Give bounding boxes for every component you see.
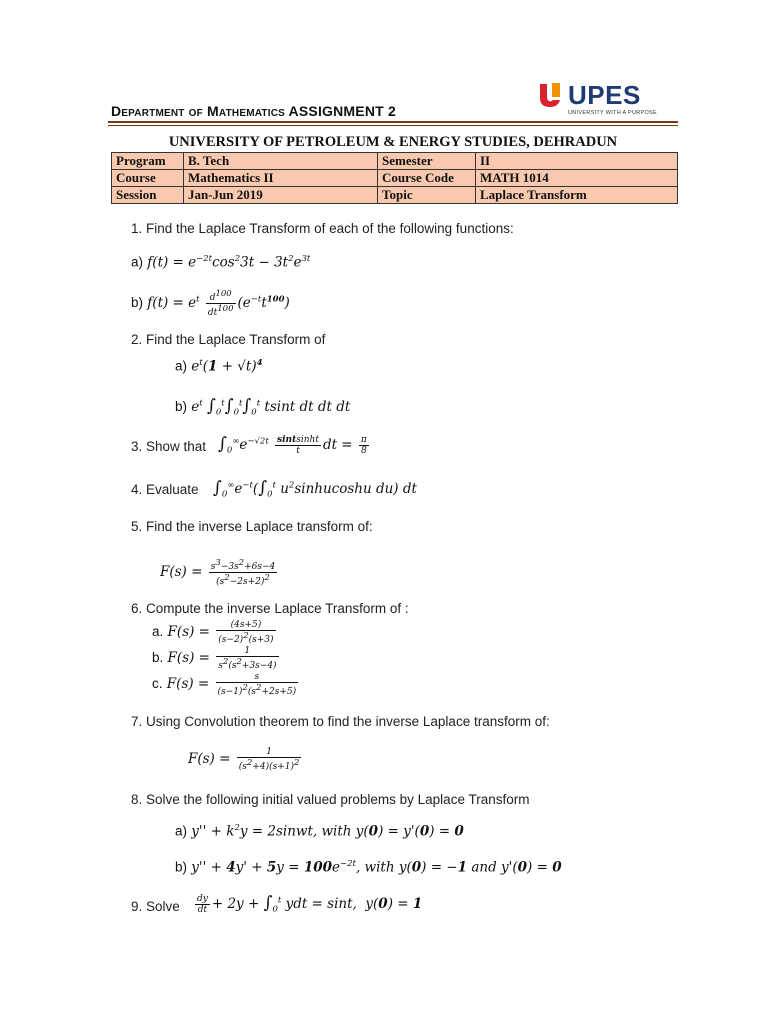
header-rule <box>108 121 678 123</box>
question-9-formula: $\frac{dy}{dt}$ + $2y + \int_0^t$ ydt = sint, y(0) = 1 <box>197 893 423 915</box>
item-label: b. <box>152 650 164 665</box>
table-cell: Semester <box>378 153 476 170</box>
question-7: 7. Using Convolution theorem to find the inverse Laplace transform of: <box>131 714 550 729</box>
question-2a-formula: a) $e^t(1 + √t)^4$ <box>175 358 263 375</box>
question-8: 8. Solve the following initial valued problems by Laplace Transform <box>131 792 530 807</box>
table-cell: MATH 1014 <box>476 170 678 187</box>
logo-tagline: UNIVERSITY WITH A PURPOSE <box>568 110 657 116</box>
table-cell: II <box>476 153 678 170</box>
question-6a-formula: a. F(s) = $\frac{(4s+5)}{(s-2)^2(s+3)}$ <box>152 620 274 645</box>
question-6: 6. Compute the inverse Laplace Transform of : <box>131 601 409 616</box>
university-title: UNIVERSITY OF PETROLEUM & ENERGY STUDIES, DEHRADUN <box>168 134 618 150</box>
question-3-formula: $\int_0^\infty e^{-√2t}$ $\frac{\text{sintsinht}}{t}$ dt = $\frac{\pi}{8}$ <box>218 434 367 456</box>
item-label: c. <box>152 676 163 691</box>
table-cell: Mathematics II <box>184 170 378 187</box>
question-2b-formula: b) $e^t$ $\int_0^t\int_0^t\int_0^t$ tsint dt dt dt <box>175 396 351 418</box>
table-row <box>112 153 678 170</box>
question-4: 4. Evaluate <box>131 482 199 497</box>
item-label: a. <box>152 624 164 639</box>
question-1b-formula: b) $f(t) = e^t$ $\frac{d^{100}}{dt^{100}}$ $(e^{-t}t^{100})$ <box>131 289 290 318</box>
department-heading: Department of Mathematics ASSIGNMENT 2 <box>111 103 396 119</box>
item-label: a) <box>175 358 188 374</box>
question-9: 9. Solve <box>131 899 180 914</box>
table-cell: Topic <box>378 187 476 204</box>
item-label: a) <box>131 254 144 270</box>
question-6b-formula: b. F(s) = $\frac{1}{s^2(s^2+3s-4)}$ <box>152 646 277 671</box>
table-cell: Course Code <box>378 170 476 187</box>
table-cell: Session <box>112 187 184 204</box>
question-4-formula: $\int_0^\infty e^{-t}(\int_0^t$ $u^2sinhucoshu$ du) dt <box>213 478 417 500</box>
question-3: 3. Show that <box>131 439 207 454</box>
question-2: 2. Find the Laplace Transform of <box>131 332 326 347</box>
logo-wordmark: UPES <box>568 80 641 110</box>
item-label: b) <box>131 295 144 310</box>
table-cell: Jan-Jun 2019 <box>184 187 378 204</box>
question-1: 1. Find the Laplace Transform of each of the following functions: <box>131 221 514 236</box>
question-5: 5. Find the inverse Laplace transform of: <box>131 519 373 534</box>
table-row <box>112 187 678 204</box>
table-cell: Laplace Transform <box>476 187 678 204</box>
item-label: b) <box>175 859 188 875</box>
table-row <box>112 170 678 187</box>
table-cell: B. Tech <box>184 153 378 170</box>
question-6c-formula: c. F(s) = $\frac{s}{(s-1)^2(s^2+2s+5)}$ <box>152 672 297 697</box>
table-cell: Course <box>112 170 184 187</box>
upes-logo-icon <box>536 80 566 110</box>
item-label: a) <box>175 823 188 839</box>
question-1a-formula: a) $f(t) = e^{-2t}\cos^23t - 3t^2e^{3t}$ <box>131 254 311 271</box>
question-7-formula: F(s) = $\frac{1}{(s^2+4)(s+1)^2}$ <box>188 747 300 772</box>
question-8b-formula: b) $y'' + 4y' + 5y = 100e^{-2t}$, with y(0) = −1 and y'(0) = 0 <box>175 859 562 876</box>
header-rule-thin <box>108 125 678 126</box>
table-cell: Program <box>112 153 184 170</box>
course-info-table <box>111 152 678 204</box>
question-8a-formula: a) $y'' + k^2y$ = 2sinwt, with y(0) = y'(0) = 0 <box>175 823 464 840</box>
question-5-formula: F(s) = $\frac{s^3-3s^2+6s-4}{(s^2-2s+2)^2}$ <box>160 558 276 587</box>
item-label: b) <box>175 399 188 414</box>
upes-logo <box>536 80 657 120</box>
